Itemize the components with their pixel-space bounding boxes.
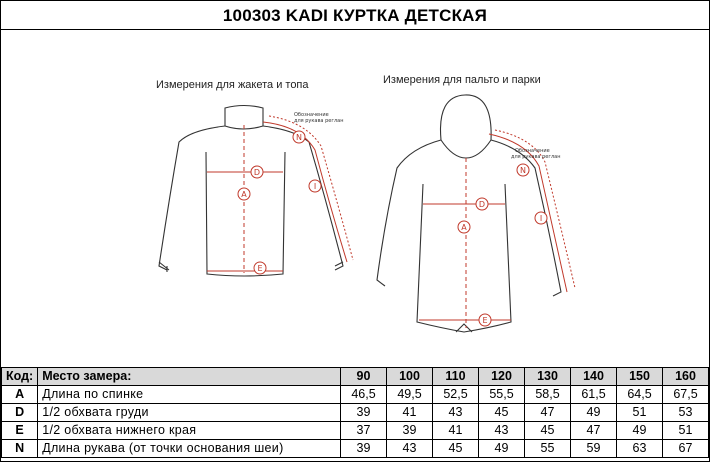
table-row — [2, 422, 709, 440]
jacket-marker-d: D — [253, 168, 261, 177]
row-value: 45 — [479, 404, 525, 422]
table-row — [2, 440, 709, 458]
header-size: 120 — [479, 368, 525, 386]
parka-marker-n: N — [520, 166, 526, 175]
row-value: 52,5 — [433, 386, 479, 404]
row-value: 49 — [617, 422, 663, 440]
jacket-marker-e: E — [257, 264, 263, 273]
header-size: 130 — [525, 368, 571, 386]
parka-marker-d: D — [478, 200, 486, 209]
row-value: 58,5 — [525, 386, 571, 404]
parka-raglan-note-2: для рукава реглан — [511, 154, 561, 160]
row-value: 39 — [341, 440, 387, 458]
row-code: N — [2, 440, 38, 458]
row-value: 49 — [479, 440, 525, 458]
row-value: 49 — [571, 404, 617, 422]
jacket-raglan-note-2: для рукава реглан — [294, 118, 344, 124]
table-header-row — [2, 368, 709, 386]
row-value: 53 — [663, 404, 709, 422]
row-code: E — [2, 422, 38, 440]
row-value: 67,5 — [663, 386, 709, 404]
header-code: Код: — [2, 368, 38, 386]
jacket-marker-n: N — [296, 133, 302, 142]
row-value: 51 — [663, 422, 709, 440]
table-row — [2, 386, 709, 404]
size-table — [1, 367, 709, 458]
row-label: Длина по спинке — [38, 386, 341, 404]
row-value: 37 — [341, 422, 387, 440]
row-label: 1/2 обхвата нижнего края — [38, 422, 341, 440]
row-value: 43 — [479, 422, 525, 440]
parka-raglan-note-1: Обозначение — [515, 148, 550, 154]
header-place: Место замера: — [38, 368, 341, 386]
row-label: 1/2 обхвата груди — [38, 404, 341, 422]
row-value: 39 — [341, 404, 387, 422]
row-code: A — [2, 386, 38, 404]
row-value: 41 — [387, 404, 433, 422]
row-value: 49,5 — [387, 386, 433, 404]
parka-marker-i: I — [539, 214, 543, 223]
row-value: 59 — [571, 440, 617, 458]
parka-drawing — [377, 95, 561, 332]
jacket-markers — [238, 131, 321, 274]
header-size: 100 — [387, 368, 433, 386]
header-size: 110 — [433, 368, 479, 386]
header-size: 160 — [663, 368, 709, 386]
row-value: 41 — [433, 422, 479, 440]
parka-marker-a: A — [461, 223, 467, 232]
jacket-measure-lines — [207, 116, 353, 273]
row-value: 67 — [663, 440, 709, 458]
jacket-marker-i: I — [313, 182, 317, 191]
parka-caption: Измерения для пальто и парки — [383, 74, 541, 86]
row-value: 61,5 — [571, 386, 617, 404]
jacket-raglan-note-1: Обозначение — [294, 112, 329, 118]
row-value: 47 — [571, 422, 617, 440]
header-size: 140 — [571, 368, 617, 386]
header-size: 150 — [617, 368, 663, 386]
row-value: 39 — [387, 422, 433, 440]
row-value: 45 — [433, 440, 479, 458]
row-value: 55,5 — [479, 386, 525, 404]
page-title: 100303 KADI КУРТКА ДЕТСКАЯ — [1, 1, 709, 30]
row-value: 46,5 — [341, 386, 387, 404]
garment-diagrams — [1, 30, 709, 366]
jacket-marker-a: A — [241, 190, 247, 199]
row-value: 55 — [525, 440, 571, 458]
jacket-caption: Измерения для жакета и топа — [156, 79, 309, 91]
table-row — [2, 404, 709, 422]
parka-markers — [458, 164, 547, 326]
row-value: 63 — [617, 440, 663, 458]
row-code: D — [2, 404, 38, 422]
row-value: 43 — [387, 440, 433, 458]
parka-marker-e: E — [482, 316, 488, 325]
row-label: Длина рукава (от точки основания шеи) — [38, 440, 341, 458]
row-value: 64,5 — [617, 386, 663, 404]
header-size: 90 — [341, 368, 387, 386]
measurement-figures — [1, 30, 709, 366]
row-value: 43 — [433, 404, 479, 422]
row-value: 45 — [525, 422, 571, 440]
row-value: 47 — [525, 404, 571, 422]
row-value: 51 — [617, 404, 663, 422]
